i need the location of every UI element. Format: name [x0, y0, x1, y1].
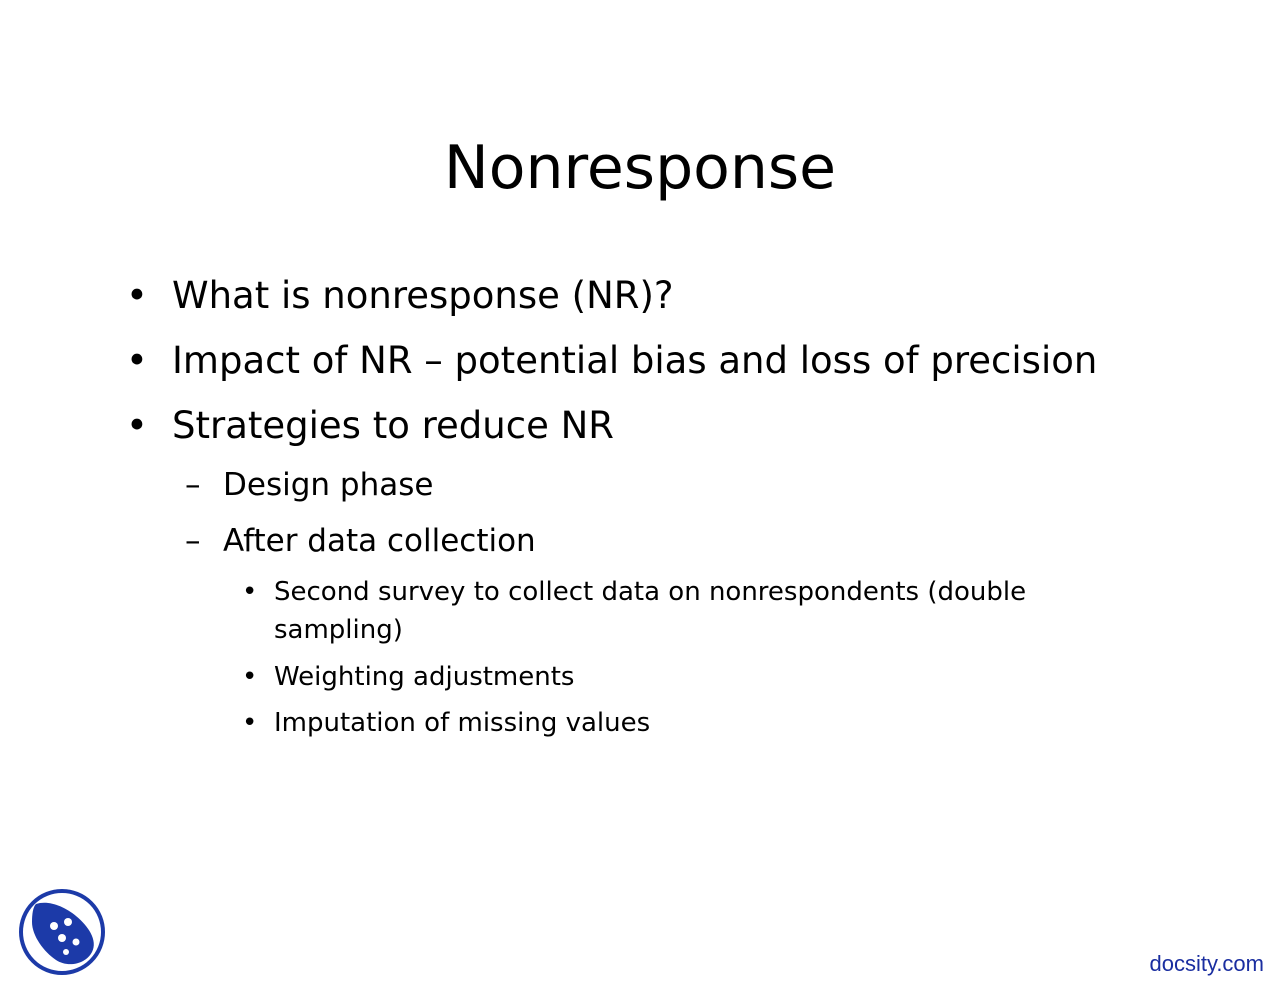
- bullet-icon: •: [242, 662, 258, 692]
- dash-icon: –: [185, 523, 201, 559]
- sub-sub-bullet-text: Weighting adjustments: [274, 662, 575, 692]
- bullet-icon: •: [242, 708, 258, 738]
- sub-bullet-text: After data collection: [223, 523, 536, 559]
- bullet-icon: •: [126, 274, 148, 317]
- sub-sub-bullet-text: Imputation of missing values: [274, 708, 651, 738]
- bullet-text: Impact of NR – potential bias and loss of precision: [172, 339, 1098, 382]
- bullet-text: What is nonresponse (NR)?: [172, 274, 674, 317]
- bullet-icon: •: [126, 404, 148, 447]
- bullet-icon: •: [242, 577, 258, 607]
- slide-title: Nonresponse: [443, 133, 837, 203]
- bullet-text: Strategies to reduce NR: [172, 404, 614, 447]
- docsity-logo-icon: [18, 888, 106, 976]
- sub-bullet-text: Design phase: [223, 467, 434, 503]
- sub-sub-bullet-text: Second survey to collect data on nonrespondents (double sampling): [274, 577, 1027, 645]
- docsity-link[interactable]: docsity.com: [1149, 951, 1264, 976]
- bullet-icon: •: [126, 339, 148, 382]
- dash-icon: –: [185, 467, 201, 503]
